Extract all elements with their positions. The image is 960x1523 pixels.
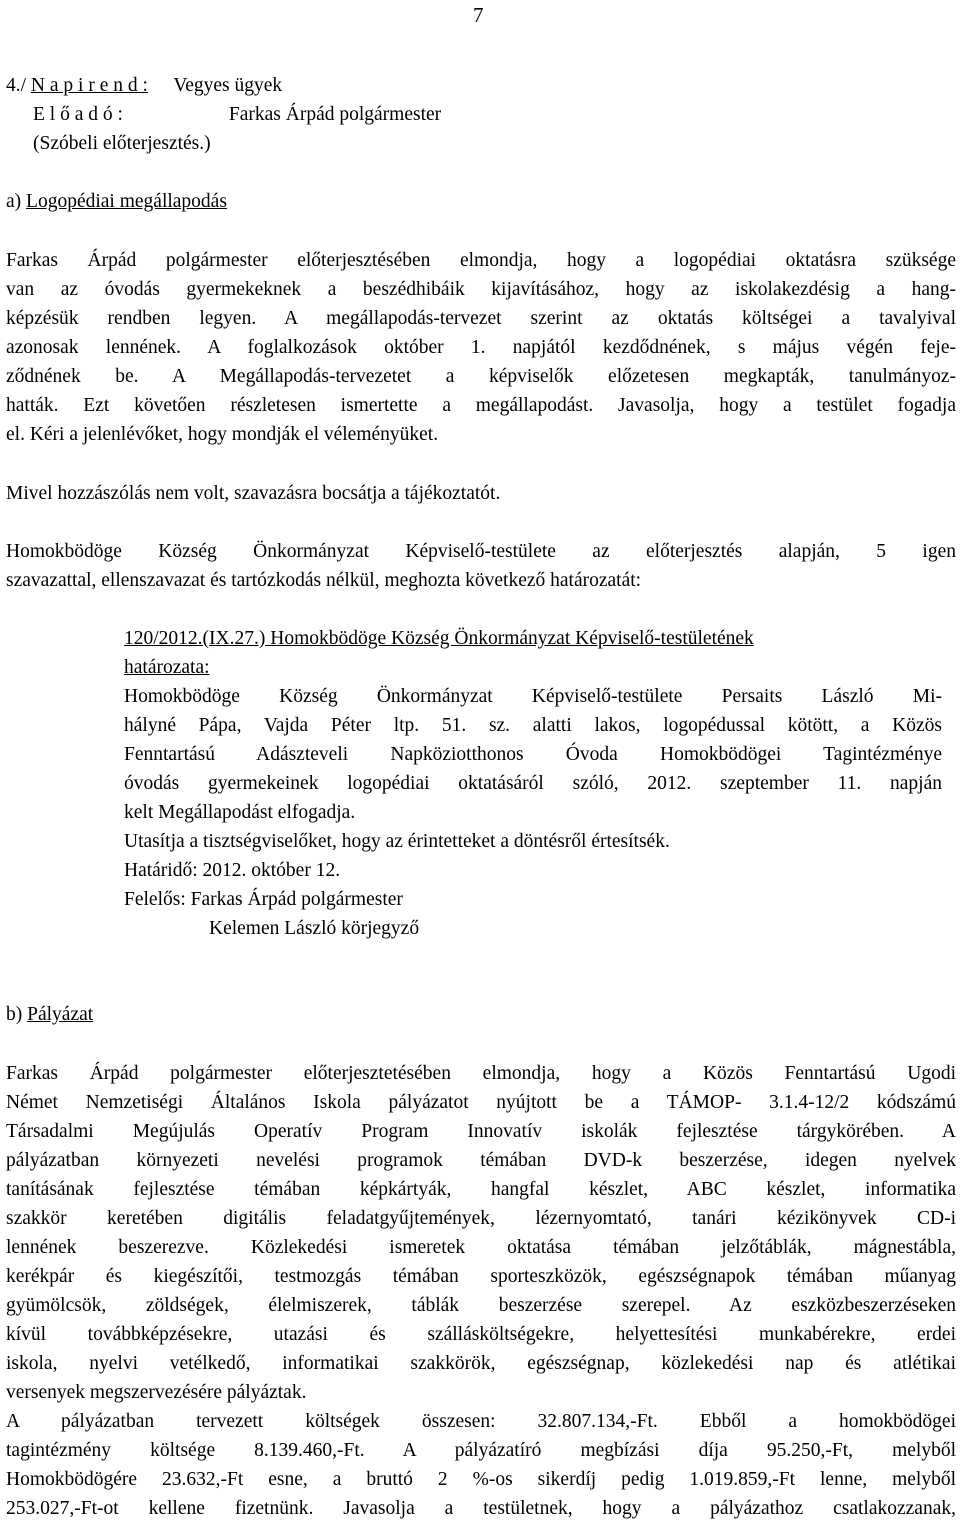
vote-result [6,537,956,595]
body-line: pályázatban környezeti nevelési programok témában DVD-k beszerzése, idegen nyelvek [6,1150,956,1171]
body-line: Társadalmi Megújulás Operatív Program Innovatív iskolák fejlesztése tárgykörében. A [6,1121,956,1142]
presenter-line [6,100,906,129]
agenda-line [6,71,906,100]
resolution-line: Homokbödöge Község Önkormányzat Képviselő-testülete Persaits László Mi- [124,686,942,707]
resolution-line: kelt Megállapodást elfogadja. [124,802,356,823]
cost-line: tagintézmény költsége 8.139.460,-Ft. A pályázatíró megbízási díja 95.250,-Ft, melyből [6,1440,956,1461]
section-b-heading [6,1000,956,1029]
agenda-header [6,71,906,158]
body-line: kívül továbbképzésekre, utazási és szállásköltségekre, helyettesítési munkabérekre, erdei [6,1324,956,1345]
section-b-body [6,1059,956,1523]
presentation-note: (Szóbeli előterjesztés.) [33,133,211,154]
body-line: tanításának fejlesztése témában képkártyák, hangfal készlet, ABC készlet, informatika [6,1179,956,1200]
intro-line: azonosak lennének. A foglalkozások október 1. napjától kezdődnének, s május végén feje- [6,337,956,358]
section-a-intro [6,246,956,449]
presenter-name: Farkas Árpád polgármester [228,104,442,125]
resolution-line: Fenntartású Adászteveli Napköziotthonos Óvoda Homokbödögei Tagintézménye [124,744,942,765]
vote-call: Mivel hozzászólás nem volt, szavazásra bocsátja a tájékoztatót. [6,483,501,504]
resolution-title: 120/2012.(IX.27.) Homokbödöge Község Önkormányzat Képviselő-testületének [124,628,754,649]
body-line: szakkör keretében digitális feladatgyűjtemények, lézernyomtató, tanári kézikönyvek CD-i [6,1208,956,1229]
cost-line: A pályázatban tervezett költségek összesen: 32.807.134,-Ft. Ebből a homokbödögei [6,1411,956,1432]
cost-line: 253.027,-Ft-ot kellene fizetnünk. Javasolja a testületnek, hogy a pályázathoz csatlakozzanak, [6,1498,956,1519]
agenda-title: Vegyes ügyek [173,75,283,96]
resolution-line: óvodás gyermekeinek logopédiai oktatásáról szóló, 2012. szeptember 11. napján [124,773,942,794]
section-a-title: Logopédiai megállapodás [26,191,227,212]
resolution-deadline: Határidő: 2012. október 12. [124,860,341,881]
agenda-label: N a p i r e n d : [30,75,148,96]
intro-line: el. Kéri a jelenlévőket, hogy mondják el véleményüket. [6,424,439,445]
intro-line: Farkas Árpád polgármester előterjesztésében elmondja, hogy a logopédiai oktatásra szüksége [6,250,956,271]
body-line: versenyek megszervezésére pályáztak. [6,1382,307,1403]
vote-result-line: Homokbödöge Község Önkormányzat Képviselő-testülete az előterjesztés alapján, 5 igen [6,541,956,562]
agenda-item-prefix: 4./ [6,75,27,96]
resolution-line: Utasítja a tisztségviselőket, hogy az érintetteket a döntésről értesítsék. [124,831,670,852]
body-line: gyümölcsök, zöldségek, élelmiszerek, táblák beszerzése szerepel. Az eszközbeszerzéseken [6,1295,956,1316]
body-line: lennének beszerezve. Közlekedési ismeretek oktatása témában jelzőtáblák, mágnestábla, [6,1237,956,1258]
vote-result-line: szavazattal, ellenszavazat és tartózkodás nélkül, meghozta következő határozatát: [6,570,642,591]
section-a-prefix: a) [6,191,22,212]
resolution-responsible: Felelős: Farkas Árpád polgármester [124,889,403,910]
resolution-title-cont: határozata: [124,657,210,678]
page-number: 7 [473,3,484,27]
resolution-responsible: Kelemen László körjegyző [209,918,420,939]
body-line: Német Nemzetiségi Általános Iskola pályázatot nyújtott be a TÁMOP- 3.1.4-12/2 kódszámú [6,1092,956,1113]
section-b-title: Pályázat [27,1004,94,1025]
body-line: Farkas Árpád polgármester előterjesztetésében elmondja, hogy a Közös Fenntartású Ugodi [6,1063,956,1084]
intro-line: hatták. Ezt követően részletesen ismertette a megállapodást. Javasolja, hogy a testület fogadja [6,395,956,416]
intro-line: ződnének be. A Megállapodás-tervezetet a képviselők előzetesen megkapták, tanulmányoz- [6,366,956,387]
resolution-line: hályné Pápa, Vajda Péter ltp. 51. sz. alatti lakos, logopédussal kötött, a Közös [124,715,942,736]
section-a-heading [6,187,956,216]
resolution-block [124,624,942,943]
intro-line: képzésük rendben legyen. A megállapodás-tervezet szerint az oktatás költségei a tavalyival [6,308,956,329]
presenter-label: E l ő a d ó : [33,104,123,125]
body-line: iskola, nyelvi vetélkedő, informatikai szakkörök, egészségnap, közlekedési nap és atlétikai [6,1353,956,1374]
intro-line: van az óvodás gyermekeknek a beszédhibáik kijavításához, hogy az iskolakezdésig a hang- [6,279,956,300]
body-line: kerékpár és kiegészítői, testmozgás témában sporteszközök, egészségnapok témában műanyag [6,1266,956,1287]
section-b-prefix: b) [6,1004,23,1025]
cost-line: Homokbödögére 23.632,-Ft esne, a bruttó 2 %-os sikerdíj pedig 1.019.859,-Ft lenne, melyből [6,1469,956,1490]
